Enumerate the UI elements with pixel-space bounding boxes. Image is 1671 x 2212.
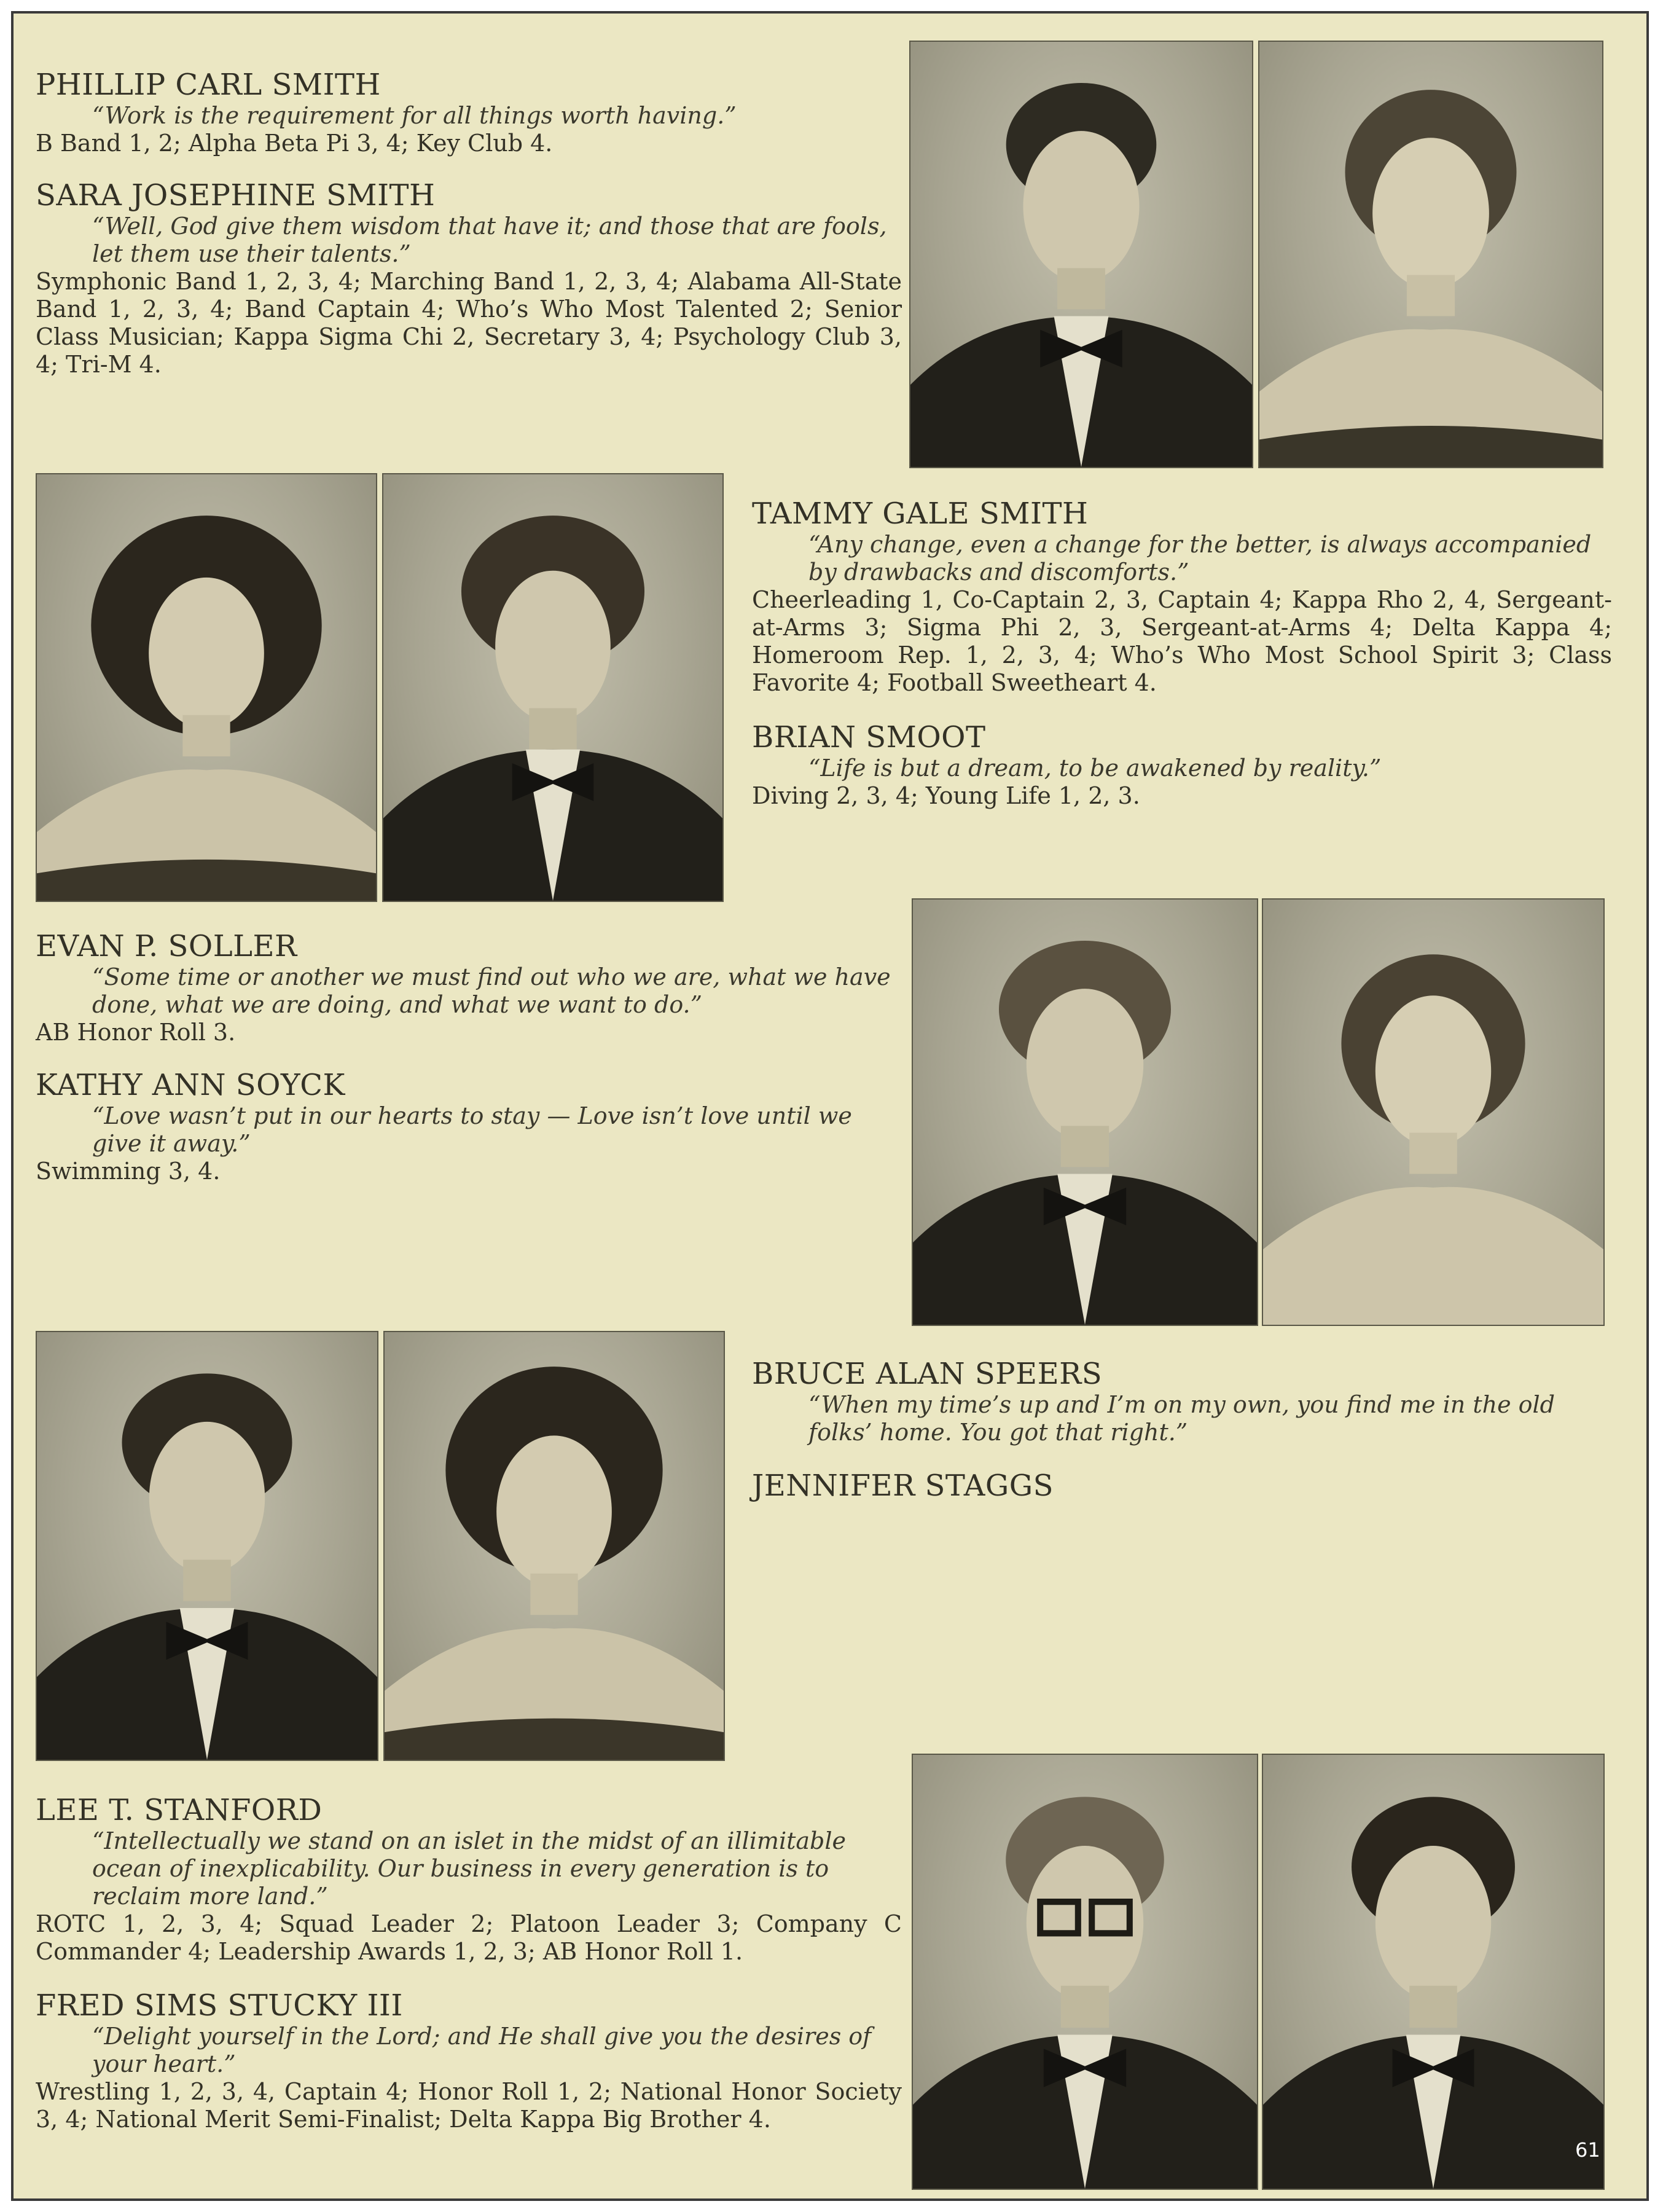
senior-portrait-photo <box>383 1331 725 1761</box>
senior-portrait-photo <box>1262 898 1605 1326</box>
senior-name: PHILLIP CARL SMITH <box>36 68 381 102</box>
yearbook-page <box>11 11 1649 2201</box>
senior-entry <box>36 178 902 378</box>
senior-portrait-photo <box>1258 41 1603 468</box>
senior-quote: “Some time or another we must find out who we are, what we have done, what we are doing, and what we want to do.” <box>92 963 891 1018</box>
senior-entry <box>752 720 1612 810</box>
senior-quote: “Well, God give them wisdom that have it; and those that are fools, let them use their talents.” <box>92 213 887 267</box>
senior-activities: Diving 2, 3, 4; Young Life 1, 2, 3. <box>752 782 1140 809</box>
senior-entry <box>36 1988 902 2133</box>
senior-activities: Wrestling 1, 2, 3, 4, Captain 4; Honor Roll 1, 2; National Honor Society 3, 4; National Merit Semi-Finalist; Delta Kappa Big Brother 4. <box>36 2078 902 2133</box>
senior-portrait-photo <box>912 898 1258 1326</box>
senior-entry <box>752 1357 1612 1446</box>
senior-entry <box>752 496 1612 697</box>
senior-name: JENNIFER STAGGS <box>752 1469 1054 1503</box>
senior-entry <box>752 1469 1612 1503</box>
senior-name: TAMMY GALE SMITH <box>752 496 1089 531</box>
senior-activities: Cheerleading 1, Co-Captain 2, 3, Captain 4; Kappa Rho 2, 4, Sergeant-at-Arms 3; Sigma Phi 2, 3, Sergeant-at-Arms 4; Delta Kappa 4; Homeroom Rep. 1, 2, 3, 4; Who’s Who Most School Spirit 3; Class Favorite 4; Football Sweetheart 4. <box>752 586 1612 696</box>
senior-activities: B Band 1, 2; Alpha Beta Pi 3, 4; Key Club 4. <box>36 130 553 157</box>
senior-name: BRIAN SMOOT <box>752 720 986 755</box>
senior-portrait-photo <box>36 1331 378 1761</box>
senior-name: BRUCE ALAN SPEERS <box>752 1357 1103 1391</box>
senior-quote: “Intellectually we stand on an islet in the midst of an illimitable ocean of inexplicability. Our business in every generation is to reclaim more land.” <box>92 1827 846 1910</box>
senior-entry <box>36 68 902 157</box>
senior-entry <box>36 929 902 1046</box>
senior-quote: “Any change, even a change for the better, is always accompanied by drawbacks and discomforts.” <box>808 531 1592 586</box>
senior-portrait-photo <box>1262 1754 1605 2190</box>
senior-portrait-photo <box>912 1754 1258 2190</box>
senior-quote: “Work is the requirement for all things worth having.” <box>92 102 737 129</box>
senior-portrait-photo <box>36 473 377 902</box>
senior-activities: ROTC 1, 2, 3, 4; Squad Leader 2; Platoon Leader 3; Company C Commander 4; Leadership Awards 1, 2, 3; AB Honor Roll 1. <box>36 1910 902 1965</box>
senior-activities: Swimming 3, 4. <box>36 1158 221 1185</box>
senior-quote: “Life is but a dream, to be awakened by reality.” <box>808 755 1382 782</box>
senior-activities: Symphonic Band 1, 2, 3, 4; Marching Band 1, 2, 3, 4; Alabama All-State Band 1, 2, 3, 4; Band Captain 4; Who’s Who Most Talented 2; Senior Class Musician; Kappa Sigma Chi 2, Secretary 3, 4; Psychology Club 3, 4; Tri-M 4. <box>36 268 902 378</box>
senior-quote: “Love wasn’t put in our hearts to stay — Love isn’t love until we give it away.” <box>92 1102 852 1157</box>
senior-entry <box>36 1068 902 1185</box>
senior-quote: “When my time’s up and I’m on my own, you find me in the old folks’ home. You got that right.” <box>808 1391 1555 1446</box>
senior-portrait-photo <box>909 41 1253 468</box>
page-number: 61 <box>1575 2138 1600 2162</box>
senior-portrait-photo <box>382 473 724 902</box>
senior-name: FRED SIMS STUCKY III <box>36 1988 403 2023</box>
senior-activities: AB Honor Roll 3. <box>36 1019 236 1046</box>
senior-name: LEE T. STANFORD <box>36 1793 323 1827</box>
senior-quote: “Delight yourself in the Lord; and He shall give you the desires of your heart.” <box>92 2023 872 2077</box>
senior-entry <box>36 1793 902 1966</box>
senior-name: EVAN P. SOLLER <box>36 929 297 963</box>
senior-name: KATHY ANN SOYCK <box>36 1068 345 1102</box>
senior-name: SARA JOSEPHINE SMITH <box>36 178 436 213</box>
